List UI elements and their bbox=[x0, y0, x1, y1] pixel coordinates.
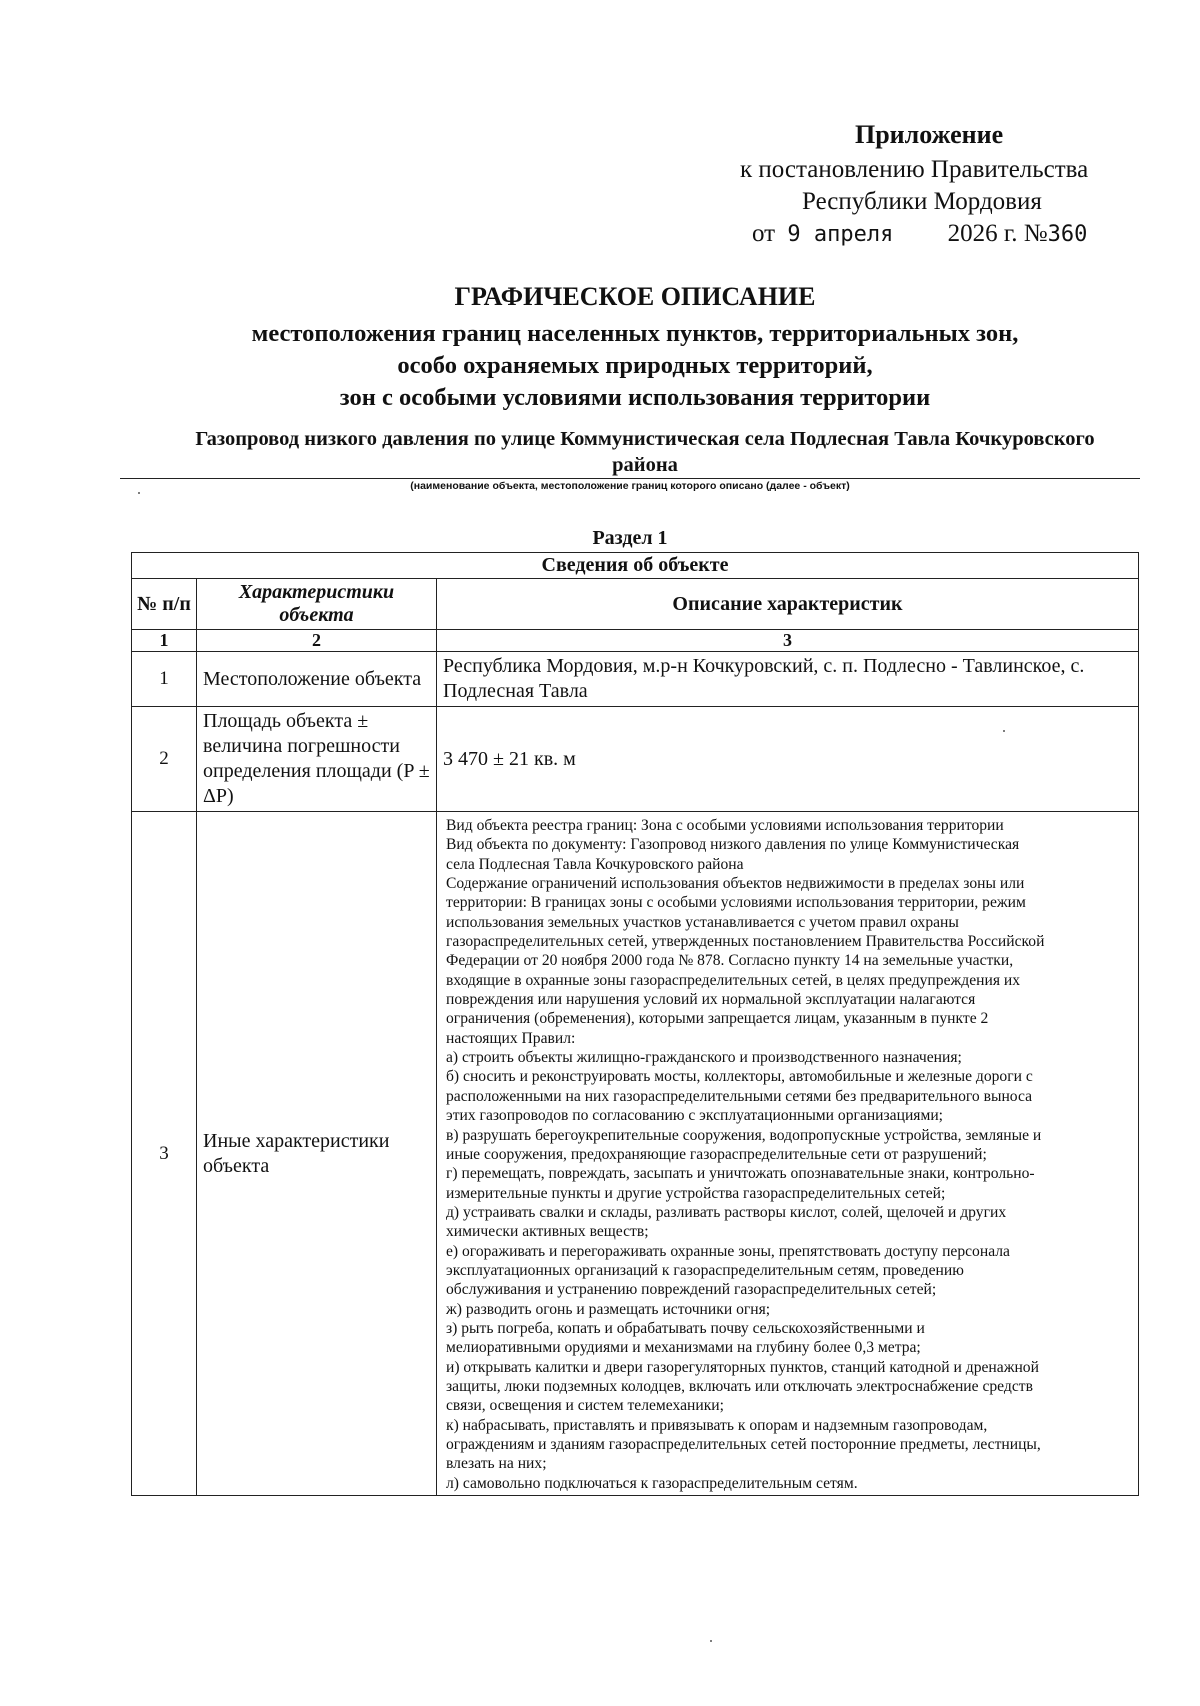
row-number: 1 bbox=[132, 652, 197, 707]
row-characteristic: Местоположение объекта bbox=[197, 652, 437, 707]
restriction-text-line: газораспределительных сетей, утвержденных постановлением Правительства Российской bbox=[446, 933, 1045, 951]
table-row bbox=[132, 812, 1139, 1496]
appendix-line-2: Республики Мордовия bbox=[802, 188, 1042, 215]
appendix-line-1: к постановлению Правительства bbox=[740, 156, 1089, 183]
restriction-text-line: з) рыть погреба, копать и обрабатывать почву сельскохозяйственными и bbox=[446, 1319, 925, 1337]
restriction-text-line: в) разрушать берегоукрепительные сооружения, водопропускные устройства, земляные и bbox=[446, 1126, 1042, 1144]
appendix-title: Приложение bbox=[855, 120, 1004, 149]
subtitle-line-1: местоположения границ населенных пунктов, территориальных зон, bbox=[251, 320, 1019, 347]
row-description-restrictions bbox=[437, 812, 1139, 1496]
restriction-text-line: иные сооружения, предохраняющие газораспределительные сети от разрушений; bbox=[446, 1145, 987, 1163]
restriction-text-line: л) самовольно подключаться к газораспределительным сетям. bbox=[446, 1474, 858, 1492]
restriction-text-line: е) огораживать и перегораживать охранные зоны, препятствовать доступу персонала bbox=[446, 1242, 1010, 1260]
restriction-text-line: ж) разводить огонь и размещать источники огня; bbox=[446, 1300, 771, 1318]
column-header-description: Описание характеристик bbox=[437, 579, 1139, 630]
restriction-text-line: Вид объекта по документу: Газопровод низкого давления по улице Коммунистическая bbox=[446, 836, 1020, 854]
restriction-text-line: влезать на них; bbox=[446, 1455, 547, 1473]
object-info-table bbox=[131, 552, 1139, 1496]
restriction-text-line: обслуживания и устранению повреждений газораспределительных сетей; bbox=[446, 1281, 937, 1299]
restriction-text-line: измерительные пункты и другие устройства газораспределительных сетей; bbox=[446, 1184, 946, 1202]
column-index: 2 bbox=[197, 630, 437, 652]
table-row bbox=[132, 707, 1139, 812]
column-header-num: № п/п bbox=[132, 579, 197, 630]
object-name-underline bbox=[120, 478, 1140, 479]
subtitle-line-3: зон с особыми условиями использования территории bbox=[339, 384, 931, 411]
restriction-text-line: мелиоративными орудиями и механизмами на глубину более 0,3 метра; bbox=[446, 1339, 921, 1357]
column-index: 1 bbox=[132, 630, 197, 652]
row-characteristic: Площадь объекта ± величина погрешности определения площади (P ± ΔP) bbox=[197, 707, 437, 812]
restriction-text-line: химически активных веществ; bbox=[446, 1223, 649, 1241]
scan-speck bbox=[710, 1640, 712, 1642]
row-characteristic: Иные характеристики объекта bbox=[197, 812, 437, 1496]
row-number: 3 bbox=[132, 812, 197, 1496]
restriction-text-line: Вид объекта реестра границ: Зона с особыми условиями использования территории bbox=[446, 817, 1004, 834]
column-header-characteristic: Характеристики объекта bbox=[197, 579, 437, 630]
restriction-text-line: к) набрасывать, приставлять и привязывать к опорам и надземным газопроводам, bbox=[446, 1416, 988, 1434]
date-day-month: 9 апреля bbox=[787, 222, 894, 247]
restriction-text-line: территории: В границах зоны с особыми условиями использования территории, режим bbox=[446, 894, 1026, 912]
restriction-text-line: села Подлесная Тавла Кочкуровского района bbox=[446, 855, 744, 873]
restriction-text-line: а) строить объекты жилищно-гражданского и производственного назначения; bbox=[446, 1049, 962, 1067]
section-label: Раздел 1 bbox=[592, 527, 668, 549]
appendix-date-line bbox=[752, 220, 1087, 248]
restriction-text-line: настоящих Правил: bbox=[446, 1029, 576, 1047]
document-title: ГРАФИЧЕСКОЕ ОПИСАНИЕ bbox=[454, 282, 816, 311]
restriction-text-line: этих газопроводов по согласованию с эксплуатационными организациями; bbox=[446, 1107, 944, 1125]
restriction-text-line: б) сносить и реконструировать мосты, коллекторы, автомобильные и железные дороги с bbox=[446, 1068, 1033, 1086]
row-description: Республика Мордовия, м.р-н Кочкуровский, с. п. Подлесно - Тавлинское, с. Подлесная Тавла bbox=[437, 652, 1139, 707]
date-year: 2026 г. № bbox=[947, 220, 1048, 247]
restriction-text-line: Федерации от 20 ноября 2000 года № 878. Согласно пункту 14 на земельные участки, bbox=[446, 952, 1014, 970]
row-number: 2 bbox=[132, 707, 197, 812]
scan-speck bbox=[138, 492, 140, 494]
document-number: 360 bbox=[1047, 222, 1088, 247]
column-index: 3 bbox=[437, 630, 1139, 652]
row-description: 3 470 ± 21 кв. м bbox=[437, 707, 1139, 812]
object-name-line-2: района bbox=[612, 454, 678, 476]
restriction-text-line: ограждениям и зданиям газораспределительных сетей посторонние предметы, лестницы, bbox=[446, 1436, 1041, 1453]
restriction-text-line: входящие в охранные зоны газораспределительных сетей, в целях предупреждения их bbox=[446, 971, 1021, 989]
restriction-text-line: г) перемещать, повреждать, засыпать и уничтожать опознавательные знаки, контрольно- bbox=[446, 1165, 1035, 1183]
restriction-text-line: повреждения или нарушения условий их нормальной эксплуатации налагаются bbox=[446, 991, 976, 1009]
table-title: Сведения об объекте bbox=[132, 553, 1139, 579]
object-name bbox=[140, 426, 1150, 478]
restriction-text-line: защиты, люки подземных колодцев, включать или отключать электроснабжение средств bbox=[446, 1377, 1033, 1395]
object-caption: (наименование объекта, местоположение границ которого описано (далее - объект) bbox=[410, 480, 850, 492]
restriction-text-line: Содержание ограничений использования объектов недвижимости в пределах зоны или bbox=[446, 875, 1025, 893]
restriction-text-line: эксплуатационных организаций к газораспределительным сетям, проведению bbox=[446, 1261, 964, 1279]
subtitle-line-2: особо охраняемых природных территорий, bbox=[397, 352, 873, 379]
object-name-line-1: Газопровод низкого давления по улице Коммунистическая села Подлесная Тавла Кочкуровского bbox=[195, 428, 1095, 450]
restriction-text-line: ограничения (обременения), которыми запрещается лицам, указанным в пункте 2 bbox=[446, 1010, 989, 1028]
restriction-text-line: расположенными на них газораспределительными сетями без предварительного выноса bbox=[446, 1087, 1033, 1105]
restriction-text-line: д) устраивать свалки и склады, разливать растворы кислот, солей, щелочей и других bbox=[446, 1203, 1007, 1221]
restriction-text-line: использования земельных участков устанавливается с учетом правил охраны bbox=[446, 913, 959, 931]
table-row bbox=[132, 652, 1139, 707]
restriction-text-line: связи, освещения и систем телемеханики; bbox=[446, 1397, 724, 1415]
date-prefix: от bbox=[752, 220, 776, 247]
restriction-text-line: и) открывать калитки и двери газорегуляторных пунктов, станций катодной и дренажной bbox=[446, 1358, 1039, 1376]
